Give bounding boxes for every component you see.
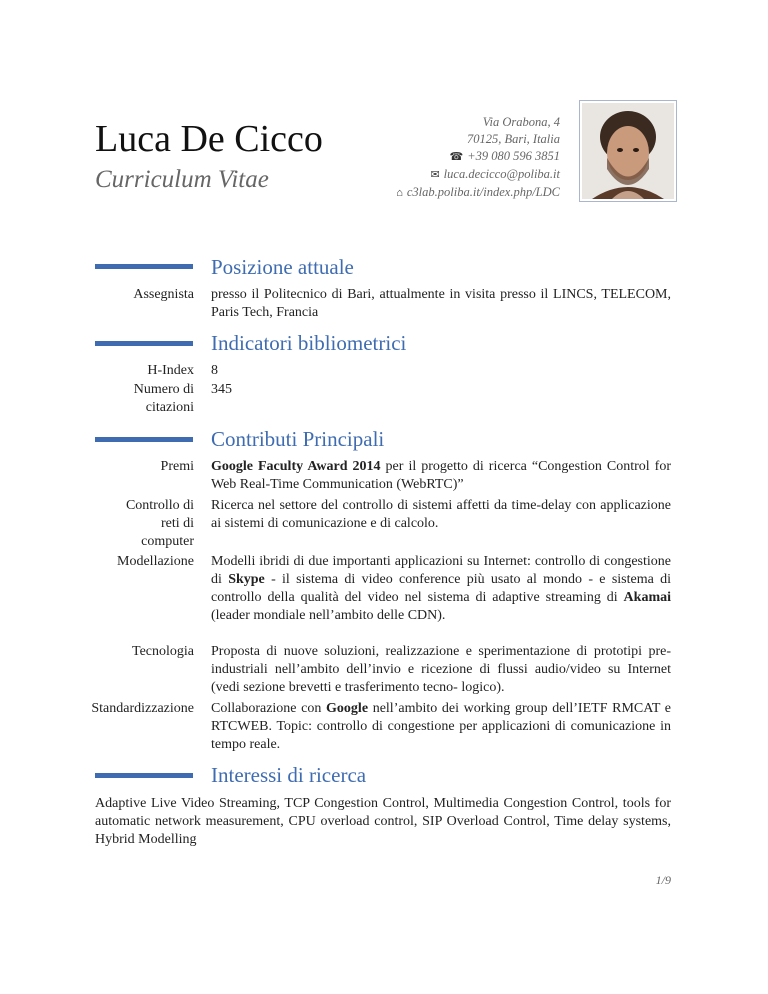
website-link[interactable]: c3lab.poliba.it/index.php/LDC xyxy=(406,185,560,199)
envelope-icon: ✉ xyxy=(430,169,440,181)
skype-bold: Skype xyxy=(228,572,265,587)
document-subtitle: Curriculum Vitae xyxy=(95,166,269,193)
person-name: Luca De Cicco xyxy=(95,118,323,160)
phone-icon: ☎ xyxy=(449,151,464,163)
posizione-text: presso il Politecnico di Bari, attualmente in visita presso il LINCS, TELECOM, Paris Tech, Francia xyxy=(211,287,671,320)
section-title-posizione: Posizione attuale xyxy=(211,255,354,279)
premi-text: Google Faculty Award 2014 per il progetto di ricerca “Congestion Control for Web Real-Time Communication (WebRTC)” xyxy=(211,459,671,492)
home-icon: ⌂ xyxy=(396,187,403,199)
interessi-text: Adaptive Live Video Streaming, TCP Congestion Control, Multimedia Congestion Control, tools for automatic network measurement, CPU overload control, SIP Overload Control, Time delay systems, Hybrid Modelling xyxy=(95,796,671,847)
section-title-contributi: Contributi Principali xyxy=(211,427,385,451)
section-bar-posizione xyxy=(95,264,193,269)
label-assegnista: Assegnista xyxy=(133,287,194,302)
controllo-text: Ricerca nel settore del controllo di sistemi affetti da time-delay con applicazione ai sistemi di comunicazione e di calcolo. xyxy=(211,498,671,531)
email-link[interactable]: luca.decicco@poliba.it xyxy=(443,167,560,181)
citazioni-value: 345 xyxy=(211,382,232,397)
address-line-1: Via Orabona, 4 xyxy=(482,115,560,129)
label-controllo: Controllo di reti di computer xyxy=(125,498,194,549)
google-bold: Google xyxy=(326,701,369,716)
section-bar-interessi xyxy=(95,773,193,778)
section-bar-contributi xyxy=(95,437,193,442)
label-premi: Premi xyxy=(160,459,194,474)
section-bar-indicatori xyxy=(95,341,193,346)
profile-photo xyxy=(579,100,677,202)
award-name: Google Faculty Award 2014 xyxy=(211,459,381,474)
phone-number: +39 080 596 3851 xyxy=(467,149,560,163)
tecnologia-text: Proposta di nuove soluzioni, realizzazione e sperimentazione di prototipi pre-industriali nell’ambito dell’invio e ricezione di flussi audio/video su Internet (vedi sezione brevetti e trasferimento tecno- logico). xyxy=(211,644,671,695)
page-number: 1/9 xyxy=(655,873,671,887)
label-tecnologia: Tecnologia xyxy=(132,644,194,659)
hindex-value: 8 xyxy=(211,363,218,378)
section-title-indicatori: Indicatori bibliometrici xyxy=(211,331,407,355)
label-modellazione: Modellazione xyxy=(117,554,194,569)
portrait-image xyxy=(582,103,674,199)
label-standardizzazione: Standardizzazione xyxy=(91,701,194,716)
address-line-2: 70125, Bari, Italia xyxy=(466,132,560,146)
standardizzazione-text: Collaborazione con Google nell’ambito dei working group dell’IETF RMCAT e RTCWEB. Topic: controllo di congestione per applicazioni di comunicazione in tempo reale. xyxy=(211,701,671,752)
contact-block xyxy=(396,114,560,202)
label-hindex: H-Index xyxy=(147,363,194,378)
modellazione-text: Modelli ibridi di due importanti applicazioni su Internet: controllo di congestione di Skype - il sistema di video conference più usato al mondo - e sistema di controllo della qualità del video nel sistema di adaptive streaming di Akamai (leader mondiale nell’ambito delle CDN). xyxy=(211,554,672,623)
label-citazioni: Numero di citazioni xyxy=(133,382,194,415)
akamai-bold: Akamai xyxy=(623,590,671,605)
section-title-interessi: Interessi di ricerca xyxy=(211,763,367,787)
